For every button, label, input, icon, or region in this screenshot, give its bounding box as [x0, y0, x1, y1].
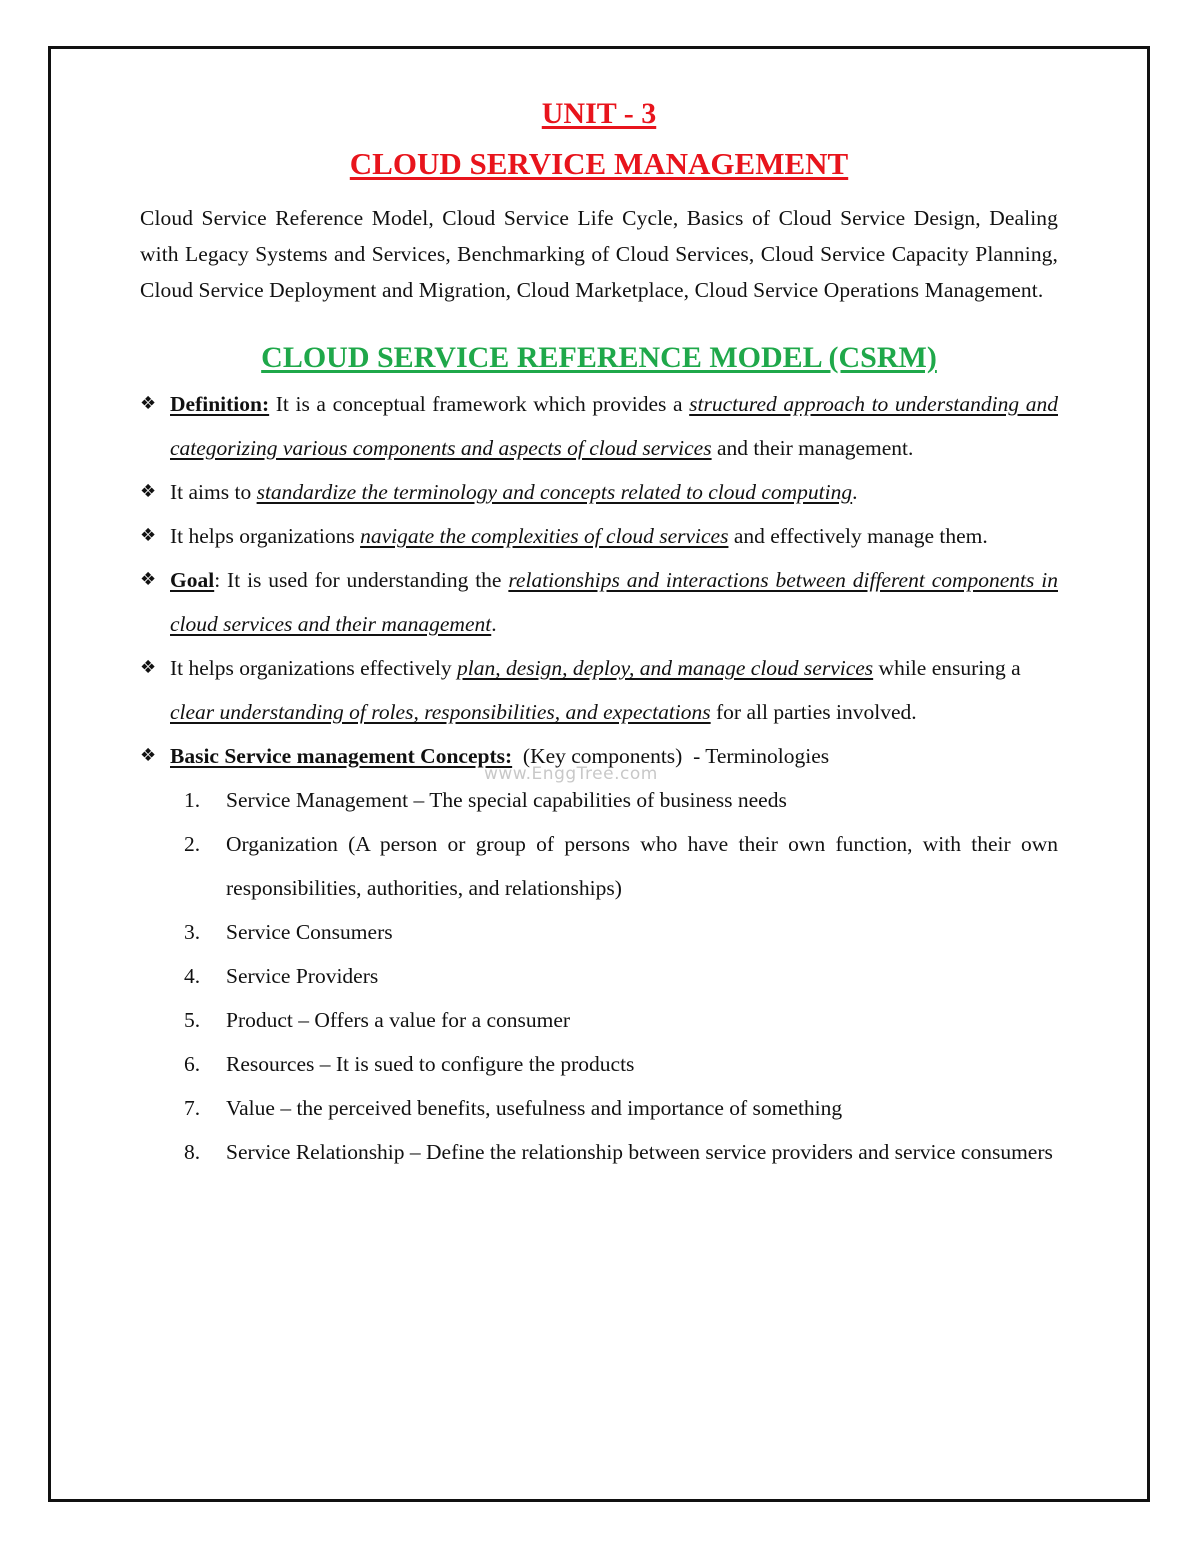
- list-item-text: Value – the perceived benefits, usefulness and importance of something: [226, 1096, 843, 1120]
- syllabus-topics: Cloud Service Reference Model, Cloud Service Life Cycle, Basics of Cloud Service Design, Dealing with Legacy Systems and Services, Benchmarking of Cloud Services, Cloud Service Capacity Planning, Cloud Service Deployment and Migration, Cloud Marketplace, Cloud Service Operations Management.: [140, 206, 1058, 302]
- list-item: [140, 1130, 1058, 1174]
- definition-text-pre: It is a conceptual framework which provides a: [269, 392, 690, 416]
- goal-emphasis: relationships and interactions between different components in cloud services and their management: [170, 568, 1058, 636]
- list-number: 3.: [184, 920, 201, 944]
- watermark: www.EnggTree.com: [484, 764, 658, 784]
- plan-text-mid: while ensuring a: [873, 656, 1021, 680]
- list-item-text: Product – Offers a value for a consumer: [226, 1008, 571, 1032]
- plan-text-post: for all parties involved.: [710, 700, 917, 724]
- list-item: [140, 1086, 1058, 1130]
- navigate-emphasis: navigate the complexities of cloud services: [360, 524, 729, 548]
- list-number: 2.: [184, 832, 201, 856]
- roles-emphasis: clear understanding of roles, responsibilities, and expectations: [170, 700, 711, 724]
- unit-heading: UNIT - 3: [541, 97, 657, 130]
- navigate-text-pre: It helps organizations: [170, 524, 361, 548]
- aims-emphasis: standardize the terminology and concepts related to cloud computing: [256, 480, 853, 504]
- aims-text-post: .: [852, 480, 858, 504]
- definition-emphasis: structured approach to understanding and categorizing various components and aspects of cloud services: [170, 392, 1058, 460]
- list-item: [140, 1042, 1058, 1086]
- concepts-list: [140, 778, 1058, 1174]
- list-item-text: Service Consumers: [226, 920, 393, 944]
- list-item: [140, 910, 1058, 954]
- bullet-definition: [140, 382, 1058, 470]
- navigate-text-post: and effectively manage them.: [728, 524, 988, 548]
- concepts-label: Basic Service management Concepts:: [170, 744, 513, 768]
- diamond-bullet-icon: ❖: [140, 745, 157, 766]
- list-number: 5.: [184, 1008, 201, 1032]
- definition-text-post: and their management.: [711, 436, 914, 460]
- list-item-text: Resources – It is sued to configure the products: [226, 1052, 635, 1076]
- list-item-text: Service Management – The special capabilities of business needs: [226, 788, 787, 812]
- bullet-list: [140, 382, 1058, 778]
- list-item-text: Service Providers: [226, 964, 379, 988]
- bullet-aims: [140, 470, 1058, 514]
- bullet-navigate: [140, 514, 1058, 558]
- diamond-bullet-icon: ❖: [140, 393, 157, 414]
- list-item: [140, 778, 1058, 822]
- list-item: [140, 822, 1058, 910]
- list-number: 6.: [184, 1052, 201, 1076]
- bullet-goal: [140, 558, 1058, 646]
- plan-text-pre: It helps organizations effectively: [170, 656, 457, 680]
- list-number: 7.: [184, 1096, 201, 1120]
- list-item-text: Organization (A person or group of persons who have their own function, with their own responsibilities, authorities, and relationships): [226, 832, 1058, 900]
- plan-emphasis: plan, design, deploy, and manage cloud services: [456, 656, 874, 680]
- goal-label: Goal: [170, 568, 215, 592]
- aims-text-pre: It aims to: [170, 480, 257, 504]
- document-content: [140, 92, 1058, 1174]
- list-number: 1.: [184, 788, 201, 812]
- goal-text-pre: : It is used for understanding the: [214, 568, 509, 592]
- list-number: 4.: [184, 964, 201, 988]
- page-title: CLOUD SERVICE MANAGEMENT: [349, 146, 849, 181]
- section-title: CLOUD SERVICE REFERENCE MODEL (CSRM): [261, 341, 937, 374]
- bullet-plan-design: [140, 646, 1058, 734]
- goal-text-post: .: [491, 612, 497, 636]
- diamond-bullet-icon: ❖: [140, 657, 157, 678]
- definition-label: Definition:: [170, 392, 270, 416]
- diamond-bullet-icon: ❖: [140, 481, 157, 502]
- list-number: 8.: [184, 1140, 201, 1164]
- list-item: [140, 998, 1058, 1042]
- list-item: [140, 954, 1058, 998]
- diamond-bullet-icon: ❖: [140, 569, 157, 590]
- diamond-bullet-icon: ❖: [140, 525, 157, 546]
- list-item-text: Service Relationship – Define the relationship between service providers and service consumers: [226, 1140, 1053, 1164]
- concepts-text-post: (Key components) - Terminologies: [512, 744, 830, 768]
